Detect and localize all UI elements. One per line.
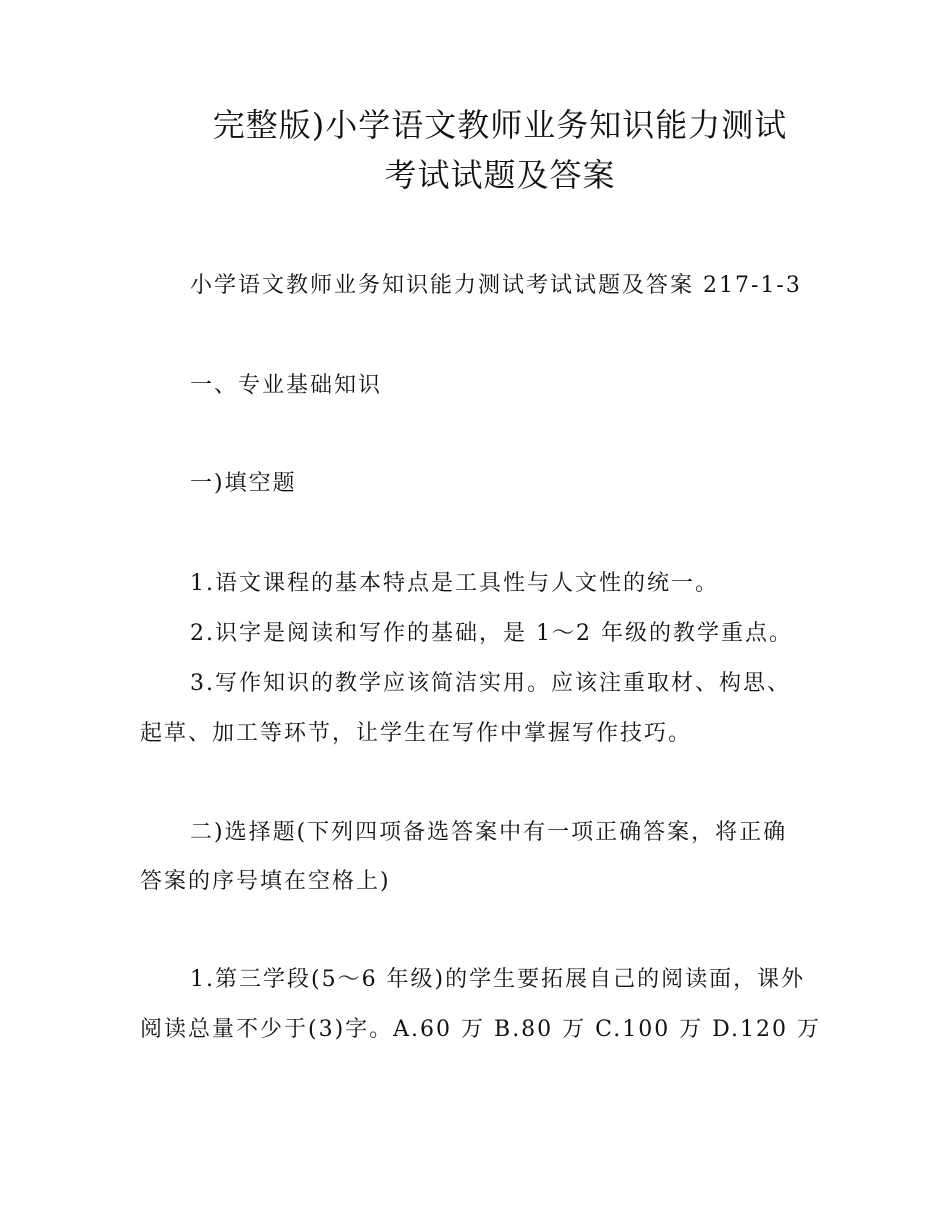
choice-question-1-line-1: 1.第三学段(5～6 年级)的学生要拓展自己的阅读面，课外 — [190, 967, 806, 992]
fill-blank-item-3-line-1: 3.写作知识的教学应该简洁实用。应该注重取材、构思、 — [190, 671, 791, 696]
fill-blank-item-2: 2.识字是阅读和写作的基础，是 1～2 年级的教学重点。 — [190, 621, 793, 646]
document-title-line-1: 完整版)小学语文教师业务知识能力测试 — [212, 106, 788, 144]
section-heading-basic-knowledge: 一、专业基础知识 — [190, 373, 383, 398]
fill-blank-heading: 一)填空题 — [190, 471, 297, 496]
document-title-line-2: 考试试题及答案 — [384, 156, 616, 194]
choice-question-1-line-2: 阅读总量不少于(3)字。A.60 万 B.80 万 C.100 万 D.120 万 — [140, 1017, 822, 1042]
choice-heading-line-1: 二)选择题(下列四项备选答案中有一项正确答案，将正确 — [190, 820, 788, 845]
document-subtitle: 小学语文教师业务知识能力测试考试试题及答案 217-1-3 — [190, 273, 802, 298]
fill-blank-item-3-line-2: 起草、加工等环节，让学生在写作中掌握写作技巧。 — [140, 721, 693, 746]
choice-heading-line-2: 答案的序号填在空格上) — [140, 869, 391, 894]
fill-blank-item-1: 1.语文课程的基本特点是工具性与人文性的统一。 — [190, 571, 719, 596]
